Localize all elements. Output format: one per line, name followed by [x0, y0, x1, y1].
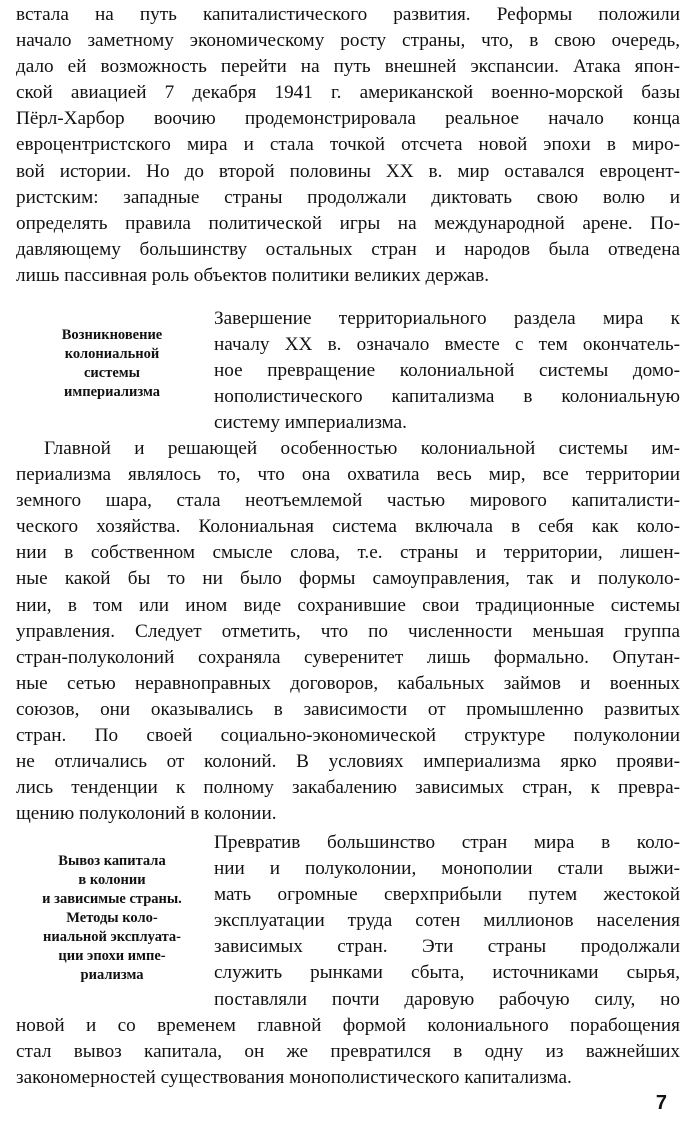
- text-line: ристским: западные страны продолжали диктовать свою волю и: [16, 186, 680, 208]
- intro-paragraph: [16, 2, 680, 289]
- text-line: земного шара, стала неотъемлемой частью мирового капиталисти-: [16, 490, 680, 512]
- text-line: служить рынками сбыта, источниками сырья,: [214, 962, 680, 984]
- text-line: ные какой бы то ни было формы самоуправления, так и полуколо-: [16, 568, 680, 590]
- heading-line: ниальной эксплуата-: [43, 929, 181, 945]
- text-line: щению полуколоний в колонии.: [16, 803, 277, 825]
- text-line: Завершение территориального раздела мира к: [214, 308, 680, 329]
- section1-side-text: [214, 306, 680, 436]
- section2-body-paragraph: [16, 1013, 680, 1091]
- section1-body-paragraph: [16, 436, 680, 827]
- heading-line: в колонии: [78, 872, 146, 888]
- text-line: Пёрл-Харбор воочию продемонстрировала реальное начало конца: [16, 108, 680, 130]
- text-line: эксплуатации труда сотен миллионов населения: [214, 910, 680, 932]
- text-line: стал вывоз капитала, он же превратился в одну из важнейших: [16, 1041, 680, 1063]
- text-line: стран-полуколоний сохраняла суверенитет лишь формально. Опутан-: [16, 646, 680, 668]
- text-line: началу XX в. означало вместе с тем окончатель-: [214, 334, 680, 356]
- section2-side-text: [214, 830, 680, 1013]
- text-line: начало заметному экономическому росту страны, что, в свою очередь,: [16, 30, 680, 52]
- text-line: нополистического капитализма в колониальную: [214, 386, 680, 408]
- text-line: определять правила политической игры на международной арене. По-: [16, 212, 680, 234]
- text-line: Главной и решающей особенностью колониальной системы им-: [44, 438, 680, 459]
- text-line: нии и полуколонии, монополии стали выжи-: [214, 858, 680, 880]
- heading-line: риализма: [80, 967, 144, 983]
- text-line: стран. По своей социально-экономической структуре полуколонии: [16, 725, 680, 747]
- text-line: ные сетью неравноправных договоров, кабальных займов и военных: [16, 672, 680, 694]
- heading-line: Вывоз капитала: [58, 853, 166, 869]
- text-line: ное превращение колониальной системы домо-: [214, 360, 680, 382]
- text-line: давляющему большинству остальных стран и народов была отведена: [16, 238, 680, 260]
- heading-line: ции эпохи импе-: [58, 948, 166, 964]
- page-number: 7: [655, 1092, 667, 1114]
- text-line: союзов, они оказывались в зависимости от промышленно развитых: [16, 698, 680, 720]
- text-line: поставляли почти даровую рабочую силу, но: [214, 988, 680, 1010]
- text-line: нии, в том или ином виде сохранившие свои традиционные системы: [16, 594, 680, 616]
- text-line: нии в собственном смысле слова, т.е. страны и территории, лишен-: [16, 542, 680, 564]
- heading-line: Методы коло-: [66, 910, 158, 926]
- section-heading-colonial-system: [22, 326, 202, 402]
- text-line: управления. Следует отметить, что по численности меньшая группа: [16, 620, 680, 642]
- heading-line: и зависимые страны.: [42, 891, 182, 907]
- heading-line: империализма: [64, 384, 160, 400]
- text-line: закономерностей существования монополистического капитализма.: [16, 1067, 572, 1089]
- text-line: лись тенденции к полному закабалению зависимых стран, к превра-: [16, 777, 680, 799]
- text-line: зависимых стран. Эти страны продолжали: [214, 936, 680, 958]
- text-line: периализма являлось то, что она охватила весь мир, все территории: [16, 464, 680, 486]
- text-line: Превратив большинство стран мира в коло-: [214, 832, 680, 853]
- text-line: встала на путь капиталистического развития. Реформы положили: [16, 4, 680, 25]
- text-line: ской авиацией 7 декабря 1941 г. американской военно-морской базы: [16, 82, 680, 104]
- heading-line: Возникновение: [61, 327, 163, 343]
- text-line: ческого хозяйства. Колониальная система включала в себя как коло-: [16, 516, 680, 538]
- text-line: новой и со временем главной формой колониального порабощения: [16, 1015, 680, 1036]
- heading-line: колониальной: [64, 346, 160, 362]
- text-line: систему империализма.: [214, 412, 407, 434]
- text-line: дало ей возможность перейти на путь внешней экспансии. Атака япон-: [16, 56, 680, 78]
- text-line: лишь пассивная роль объектов политики великих держав.: [16, 264, 490, 286]
- text-line: мать огромные сверхприбыли путем жестокой: [214, 884, 680, 906]
- text-line: не отличались от колоний. В условиях империализма ярко прояви-: [16, 751, 680, 773]
- text-line: евроцентристского мира и стала точкой отсчета новой эпохи в миро-: [16, 134, 680, 156]
- text-line: вой истории. Но до второй половины XX в. мир оставался евроцент-: [16, 160, 680, 182]
- heading-line: системы: [84, 365, 140, 381]
- section-heading-capital-export: [22, 852, 202, 985]
